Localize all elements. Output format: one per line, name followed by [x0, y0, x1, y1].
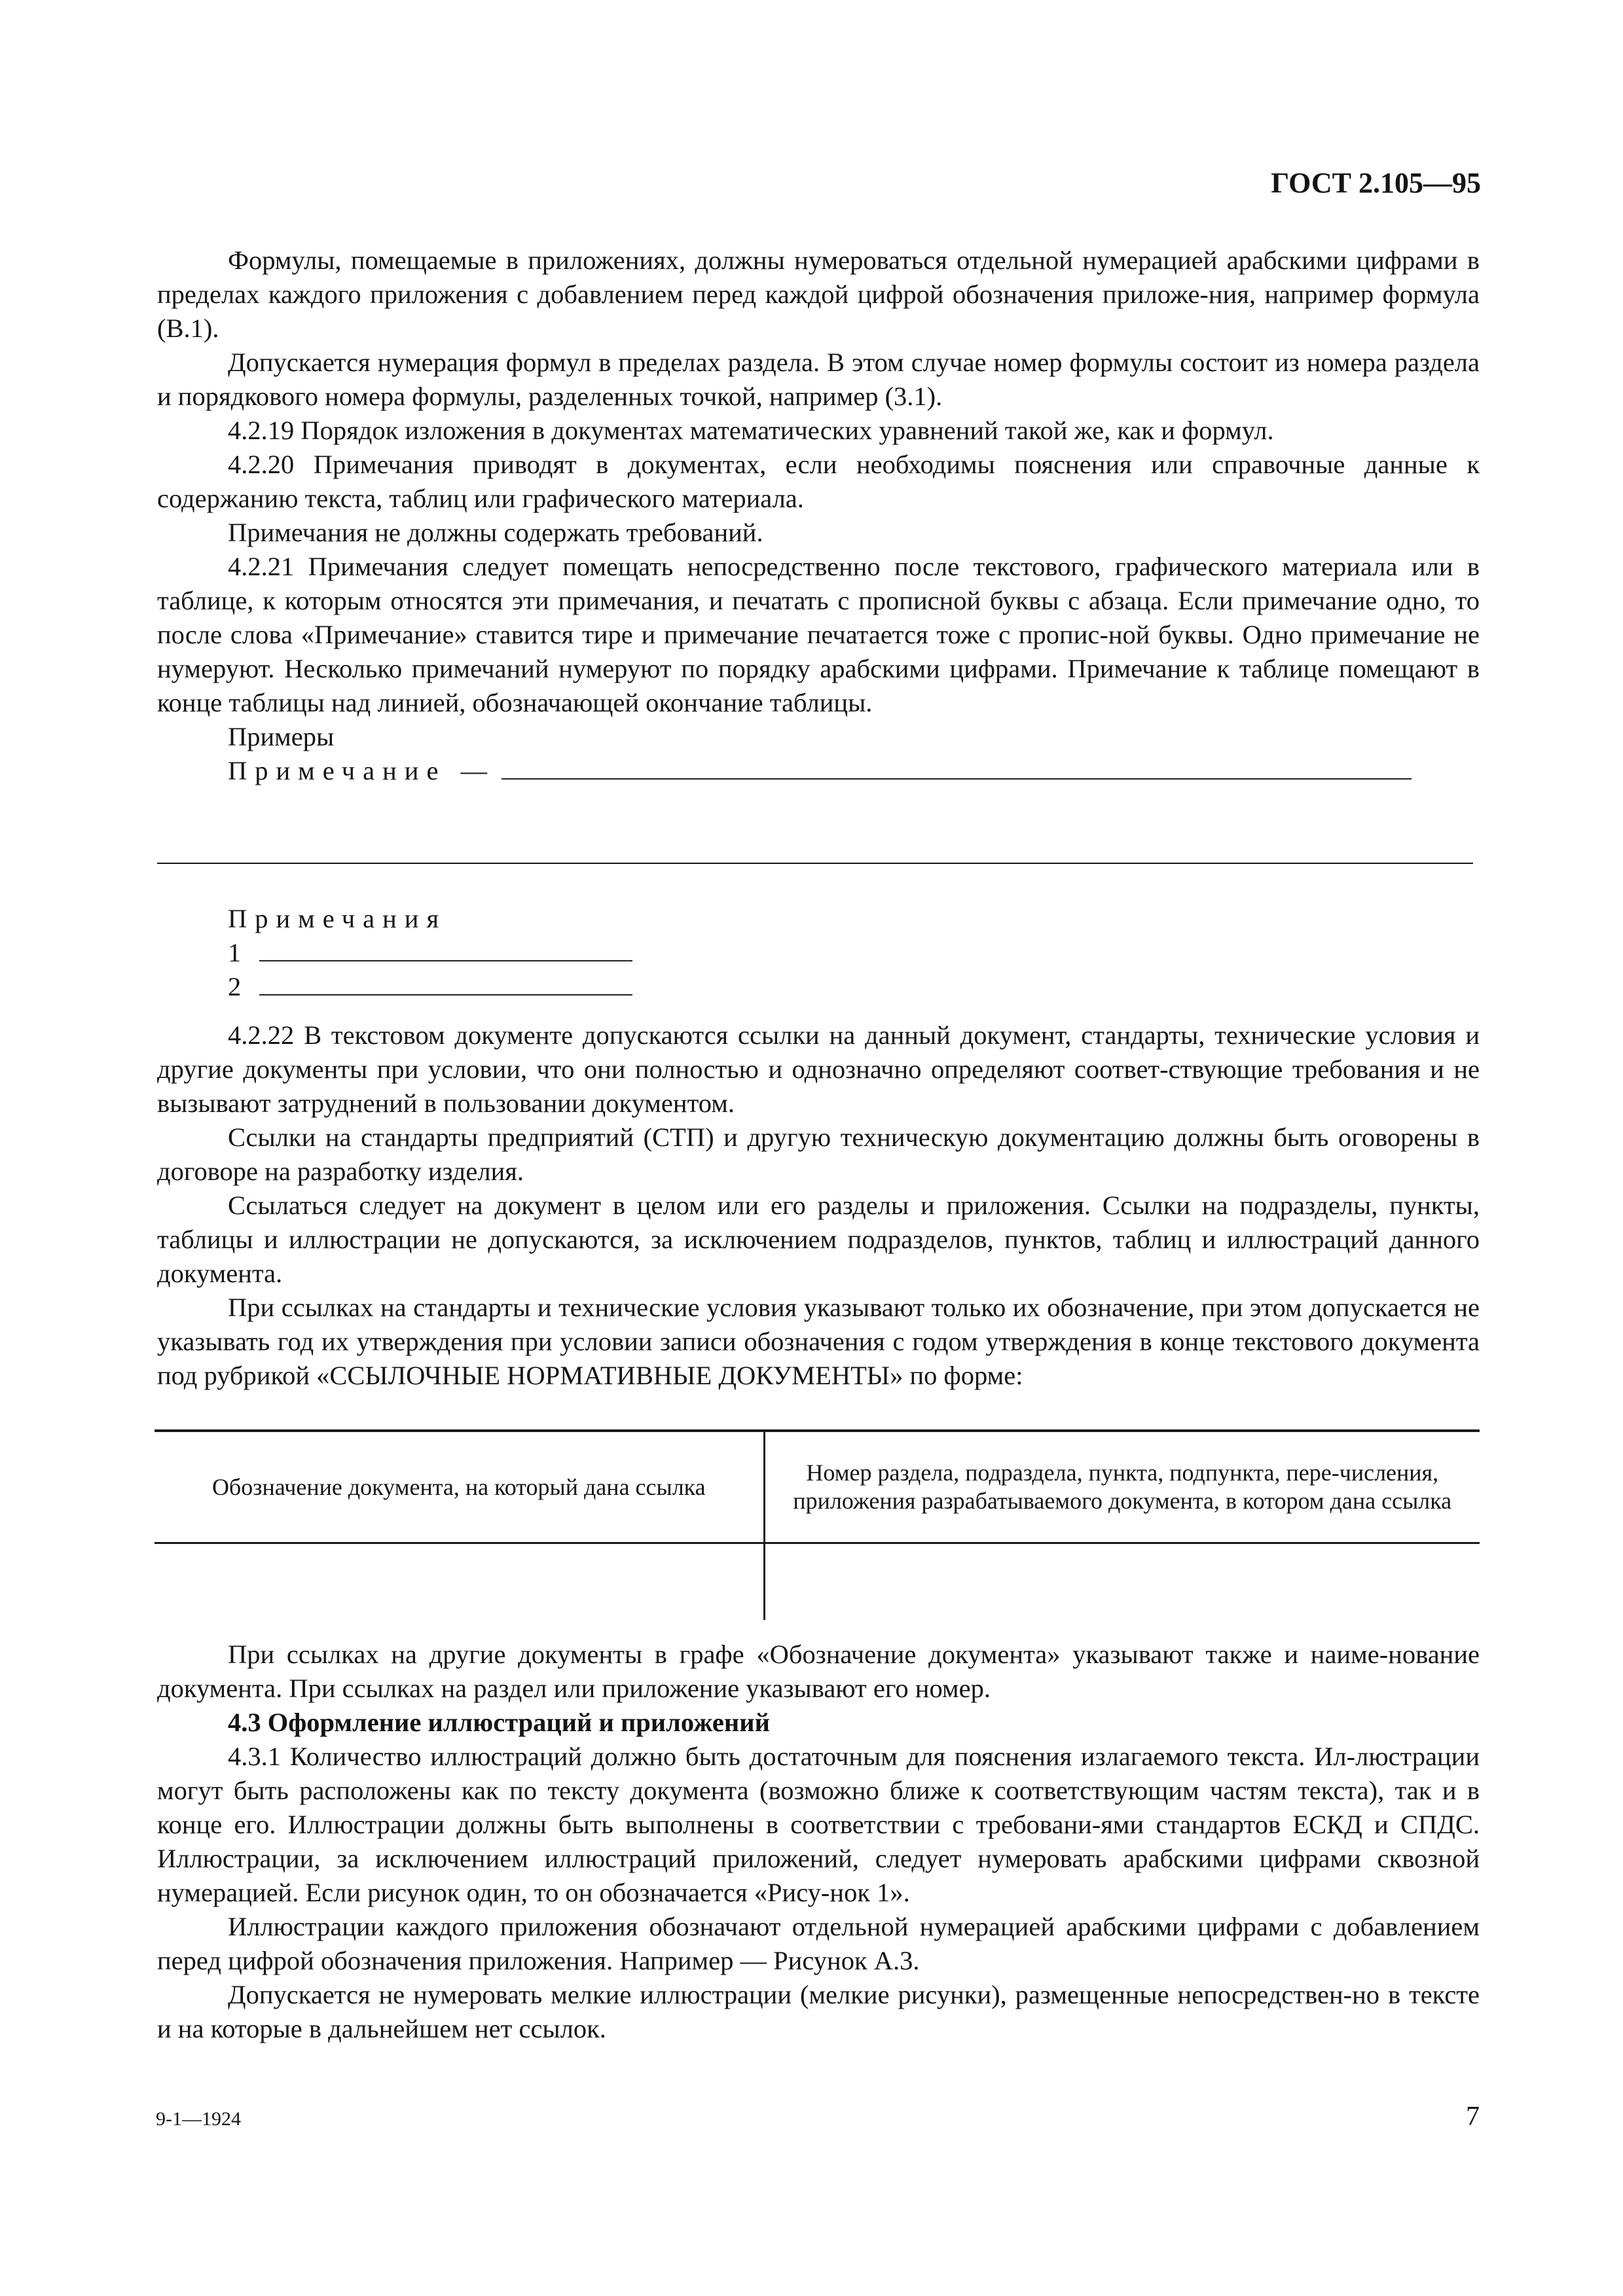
note-item-2-number: 2 [228, 972, 242, 1001]
paragraph-standards-references: При ссылках на стандарты и технические условия указывают только их обозначение, при этом допускается не указывать год их утверждения при условии записи обозначения с годом утверждения в конце текстового документа под рубрикой «ССЫЛОЧНЫЕ НОРМАТИВНЫЕ ДОКУМЕНТЫ» по форме: [157, 1293, 1480, 1390]
table-header-section-number: Номер раздела, подраздела, пункта, подпункта, пере-числения, приложения разрабатываемого документа, в котором дана ссылка [764, 1431, 1480, 1543]
paragraph-notes-no-requirements: Примечания не должны содержать требований. [228, 518, 763, 547]
table-cell-empty [764, 1543, 1480, 1621]
note-item-1 [157, 936, 1480, 970]
paragraph-small-illustrations: Допускается не нумеровать мелкие иллюстрации (мелкие рисунки), размещенные непосредствен-но в тексте и на которые в дальнейшем нет ссылок. [157, 1980, 1480, 2043]
note-single-label: Примечание — [228, 756, 496, 785]
paragraph-formula-numbering-appendix: Формулы, помещаемые в приложениях, должны нумероваться отдельной нумерацией арабскими цифрами в пределах каждого приложения с добавлением перед каждой цифрой обозначения приложе-ния, например формула (В.1). [157, 245, 1480, 343]
page-number: 7 [1466, 2102, 1480, 2132]
paragraph-4-3-1: 4.3.1 Количество иллюстраций должно быть достаточным для пояснения излагаемого текста. Ил-люстрации могут быть расположены как по тексту документа (возможно ближе к соответствующим частям текста), так и в конце его. Иллюстрации должны быть выполнены в соответствии с требовани-ями стандартов ЕСКД и СПДС. Иллюстрации, за исключением иллюстраций приложений, следует нумеровать арабскими цифрами сквозной нумерацией. Если рисунок один, то он обозначается «Рису-нок 1». [157, 1742, 1480, 1907]
example-single-note [157, 754, 1480, 788]
example-multiple-notes [157, 902, 1480, 1004]
table-row [155, 1543, 1480, 1621]
references-form-table [155, 1429, 1480, 1620]
paragraph-4-2-20: 4.2.20 Примечания приводят в документах, если необходимы пояснения или справочные данные к содержанию текста, таблиц или графического материала. [157, 450, 1480, 513]
document-code: ГОСТ 2.105—95 [1271, 167, 1481, 199]
paragraph-stp-references: Ссылки на стандарты предприятий (СТП) и другую техническую документацию должны быть оговорены в договоре на разработку изделия. [157, 1122, 1480, 1186]
text-block-references [157, 1018, 1480, 1393]
paragraph-4-2-21: 4.2.21 Примечания следует помещать непосредственно после текстового, графического материала или в таблице, к которым относятся эти примечания, и печатать с прописной буквы с абзаца. Если примечание одно, то после слова «Примечание» ставится тире и примечание печатается тоже с пропис-ной буквы. Одно примечание не нумеруют. Несколько примечаний нумеруют по порядку арабскими цифрами. Примечание к таблице помещают в конце таблицы над линией, обозначающей окончание таблицы. [157, 552, 1480, 717]
note-item-1-line [259, 960, 632, 961]
section-title-4-3: 4.3 Оформление иллюстраций и приложений [228, 1708, 770, 1737]
paragraph-reference-scope: Ссылаться следует на документ в целом или его разделы и приложения. Ссылки на подразделы, пункты, таблицы и иллюстрации не допускаются, за исключением подразделов, пунктов, таблиц и иллюстраций данного документа. [157, 1191, 1480, 1288]
paragraph-formula-numbering-section: Допускается нумерация формул в пределах раздела. В этом случае номер формулы состоит из номера раздела и порядкового номера формулы, разделенных точкой, например (3.1). [157, 348, 1480, 411]
text-block-formulas-notes [157, 243, 1480, 788]
table-header-row [155, 1431, 1480, 1543]
note-item-1-number: 1 [228, 938, 242, 967]
paragraph-4-2-19: 4.2.19 Порядок изложения в документах математических уравнений такой же, как и формул. [228, 416, 1274, 445]
note-plural-label: Примечания [228, 904, 447, 933]
paragraph-appendix-illustrations: Иллюстрации каждого приложения обозначают отдельной нумерацией арабскими цифрами с добавлением перед цифрой обозначения приложения. Например — Рисунок А.3. [157, 1912, 1480, 1975]
note-continuation-line [157, 863, 1473, 864]
examples-label: Примеры [228, 722, 335, 751]
note-item-2 [157, 970, 1480, 1004]
print-code: 9-1—1924 [156, 2108, 241, 2130]
table-header-document-designation: Обозначение документа, на который дана ссылка [155, 1431, 764, 1543]
note-blank-line [501, 778, 1412, 780]
text-block-illustrations [157, 1638, 1480, 2046]
table-cell-empty [155, 1543, 764, 1621]
paragraph-other-document-references: При ссылках на другие документы в графе «Обозначение документа» указывают также и наиме-нование документа. При ссылках на раздел или приложение указывают его номер. [157, 1640, 1480, 1703]
note-item-2-line [259, 994, 632, 996]
paragraph-4-2-22: 4.2.22 В текстовом документе допускаются ссылки на данный документ, стандарты, технические условия и другие документы при условии, что они полностью и однозначно определяют соответ-ствующие требования и не вызывают затруднений в пользовании документом. [157, 1020, 1480, 1118]
